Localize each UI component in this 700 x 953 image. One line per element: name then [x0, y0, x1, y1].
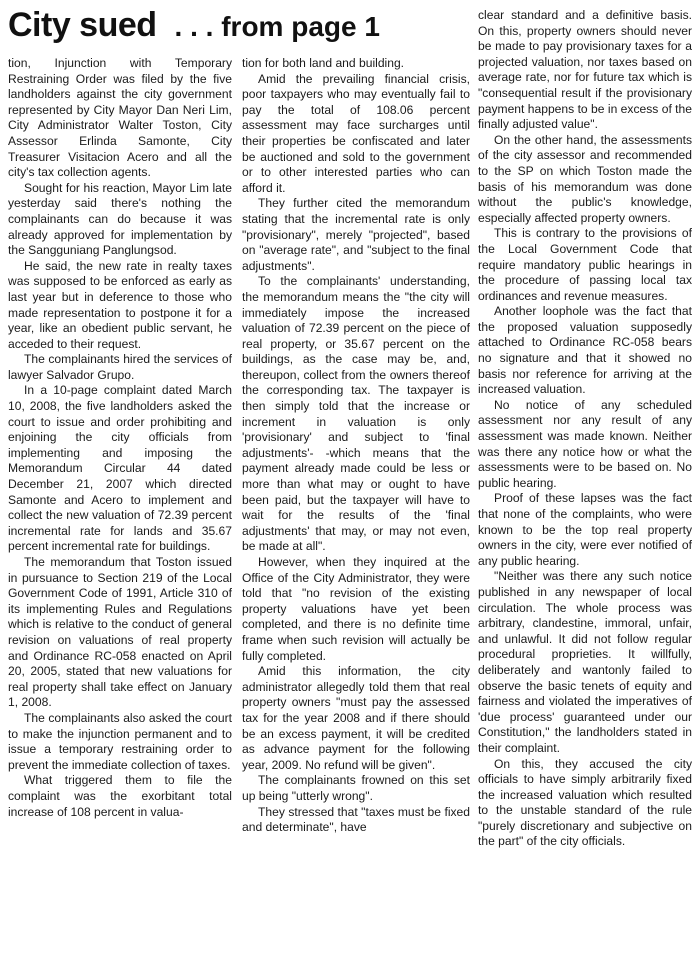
article-column-2 [242, 56, 470, 951]
paragraph: clear standard and a definitive basis. On this, property owners should never be made to pay provisionary taxes for a projected valuation, nor taxes based on average rate, nor for future tax which is "consequential result if the provisionary payment happens to be in excess of the finally adjusted value". [478, 8, 692, 132]
paragraph: tion for both land and building. [242, 56, 405, 70]
paragraph: To the complainants' understanding, the memorandum means the "the city will immediately impose the increased valuation of 72.39 percent on the piece of real property, or 35.67 percent on the buildings, as the case may be, and, thereupon, collect from the owners thereof the corresponding tax. The taxpayer is then simply told that the increase or increment in valuation is only 'provisionary' and subject to 'final adjustments'- -which means that the payment already made could be less or more than what may or ought to have been paid, but the taxpayer will have to wait for the results of the 'final adjustments' that may, or may not even, be made at all". [242, 274, 470, 554]
paragraph: Proof of these lapses was the fact that none of the complaints, who were known to be the top real property owners in the city, were ever notified of any public hearing. [478, 491, 692, 568]
paragraph: tion, Injunction with Temporary Restraining Order was filed by the five landholders against the city government represented by City Mayor Dan Neri Lim, City Administrator Walter Toston, City Assessor Erlinda Samonte, City Treasurer Visitacion Acero and all the city's tax collection agents. [8, 56, 232, 180]
paragraph: However, when they inquired at the Office of the City Administrator, they were told that "no revision of the existing property valuations have yet been completed, and there is no definite time frame when such revision will actually be fully completed. [242, 555, 470, 663]
paragraph: The complainants hired the services of lawyer Salvador Grupo. [8, 352, 232, 382]
paragraph: The memorandum that Toston issued in pursuance to Section 219 of the Local Government Code of 1991, Article 310 of its implementing Rules and Regulations which is relative to the conduct of general revision on valuations of real property and Ordinance RC-058 enacted on April 20, 2005, stated that new valuations for real property shall take effect on January 1, 2008. [8, 555, 232, 710]
article-column-1 [8, 56, 232, 951]
article-column-3 [478, 8, 692, 951]
paragraph: In a 10-page complaint dated March 10, 2008, the five landholders asked the court to issue and order prohibiting and enjoining the city officials from implementing and imposing the Memorandum Circular 44 dated December 21, 2007 which directed Samonte and Acero to implement and collect the new valuation of 72.39 percent incremental rate for lands and 35.67 percent incremental rate for buildings. [8, 383, 232, 554]
paragraph: Sought for his reaction, Mayor Lim late yesterday said there's nothing the complainants can do because it was already approved for implementation by the Sangguniang Panglungsod. [8, 180, 232, 258]
paragraph: "Neither was there any such notice published in any newspaper of local circulation. The whole process was arbitrary, clandestine, immoral, unfair, and unlawful. It did not follow regular procedural proprieties. It willfully, deliberately and wantonly failed to observe the basic tenets of equity and fairness and violated the imperatives of 'due process' guaranteed under our Constitution," the landholders stated in their complaint. [478, 569, 692, 755]
paragraph: They stressed that "taxes must be fixed and determinate", have [242, 804, 470, 835]
paragraph: Amid the prevailing financial crisis, poor taxpayers who may eventually fail to pay the total of 108.06 percent assessment may face surcharges until their properties be confiscated and later be auctioned and sold to the government or to other interested parties who can afford it. [242, 71, 470, 195]
paragraph: What triggered them to file the complaint was the exorbitant total increase of 108 percent in valua- [8, 773, 232, 819]
paragraph: Another loophole was the fact that the proposed valuation supposedly attached to Ordinance RC-058 bears no signature and that it showed no basis nor reference for arriving at the increased valuation. [478, 304, 692, 397]
headline [8, 6, 470, 54]
paragraph: Amid this information, the city administrator allegedly told them that real property owners "must pay the assessed tax for the year 2008 and if there should be an excess payment, it will be credited as advance payment for the following year, 2009. No refund will be given". [242, 664, 470, 772]
headline-title: City sued [8, 6, 157, 44]
paragraph: The complainants frowned on this set up being "utterly wrong". [242, 773, 470, 803]
paragraph: The complainants also asked the court to make the injunction permanent and to issue a temporary restraining order to prevent the immediate collection of taxes. [8, 710, 232, 772]
paragraph: No notice of any scheduled assessment nor any result of any assessment was made known. Neither was there any notice how or what the assessments were to be based on. No public hearing. [478, 397, 692, 490]
paragraph: He said, the new rate in realty taxes was supposed to be enforced as early as last year but in deference to those who made representation to postpone it for a year, like an obedient public servant, he acceded to their request. [8, 258, 232, 351]
paragraph: On this, they accused the city officials to have simply arbitrarily fixed the increased valuation which resulted to the unstable standard of the rule "purely discretionary and subjective on the part" of the city officials. [478, 756, 692, 849]
paragraph: On the other hand, the assessments of the city assessor and recommended to the SP on which Toston made the basis of his memorandum was done without the public's knowledge, especially affected property owners. [478, 132, 692, 225]
paragraph: They further cited the memorandum stating that the incremental rate is only "provisionary", merely "projected", based on "average rate", and "subject to the final adjustments". [242, 196, 470, 273]
headline-continuation: . . . from page 1 [174, 11, 380, 42]
paragraph: This is contrary to the provisions of the Local Government Code that require mandatory public hearings in the procedure of passing local tax ordinances and revenue measures. [478, 226, 692, 303]
